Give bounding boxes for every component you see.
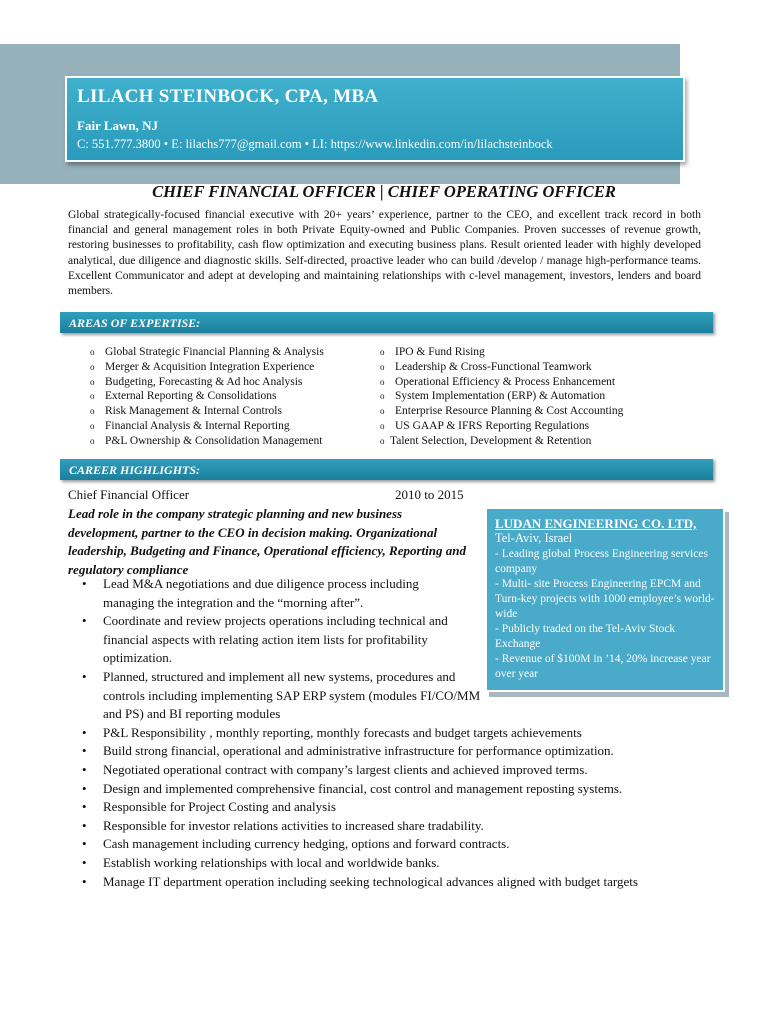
job-title: Chief Financial Officer bbox=[68, 487, 190, 502]
company-name: LUDAN ENGINEERING CO. LTD, bbox=[495, 516, 697, 531]
expertise-item: o P&L Ownership & Consolidation Management bbox=[90, 434, 323, 447]
expertise-left-list bbox=[90, 345, 324, 449]
company-info-box bbox=[485, 507, 725, 692]
company-fact: - Publicly traded on the Tel-Aviv Stock Exchange bbox=[495, 623, 676, 650]
career-bullet: • Responsible for Project Costing and analysis bbox=[82, 799, 336, 815]
company-fact: - Multi- site Process Engineering EPCM and Turn-key projects with 1000 employee’s world-wide bbox=[495, 578, 715, 620]
career-bullet: • Manage IT department operation including seeking technological advances aligned with budget targets bbox=[82, 873, 638, 889]
expertise-item: o Merger & Acquisition Integration Experience bbox=[90, 360, 315, 373]
expertise-item: o IPO & Fund Rising bbox=[380, 346, 485, 358]
expertise-item: o Financial Analysis & Internal Reporting bbox=[90, 419, 290, 432]
header-box bbox=[65, 76, 685, 162]
expertise-heading: AREAS OF EXPERTISE: bbox=[60, 311, 713, 333]
career-bullet: • Establish working relationships with local and worldwide banks. bbox=[82, 854, 440, 870]
contact-line: C: 551.777.3800 • E: lilachs777@gmail.com • LI: https://www.linkedin.com/in/lilachsteinbock bbox=[77, 137, 553, 151]
expertise-item: o Risk Management & Internal Controls bbox=[90, 405, 282, 418]
candidate-name: LILACH STEINBOCK, CPA, MBA bbox=[77, 86, 379, 107]
expertise-right-list bbox=[380, 345, 623, 449]
company-location: Tel-Aviv, Israel bbox=[495, 531, 573, 545]
company-fact: - Leading global Process Engineering services company bbox=[495, 548, 709, 575]
expertise-item: o Global Strategic Financial Planning & Analysis bbox=[90, 346, 324, 358]
expertise-item: o Operational Efficiency & Process Enhancement bbox=[380, 375, 616, 388]
expertise-item: o System Implementation (ERP) & Automation bbox=[380, 390, 606, 403]
expertise-item: o Leadership & Cross-Functional Teamwork bbox=[380, 360, 592, 373]
expertise-item: o Budgeting, Forecasting & Ad hoc Analysis bbox=[90, 375, 303, 388]
career-bullet: • P&L Responsibility , monthly reporting, monthly forecasts and budget targets achievements bbox=[82, 724, 582, 740]
career-bullet: • Negotiated operational contract with company’s largest clients and achieved improved terms. bbox=[82, 761, 588, 777]
career-bullet: • Responsible for investor relations activities to increased share tradability. bbox=[82, 817, 484, 833]
role-summary: Lead role in the company strategic planning and new business development, partner to the CEO in decision making. Organizational leadership, Budgeting and Finance, Operational efficiency, Reporting and regulatory compliance bbox=[68, 506, 466, 577]
expertise-item: o External Reporting & Consolidations bbox=[90, 390, 277, 403]
career-bullet: • Lead M&A negotiations and due diligence process including managing the integration and the “morning after”. bbox=[82, 576, 419, 610]
job-dates: 2010 to 2015 bbox=[395, 487, 464, 502]
summary-paragraph: Global strategically-focused financial executive with 20+ years’ experience, partner to the CEO, and excellent track record in both financial and general management roles in both Private Equity-owned and Public Companies. Proven successes of revenue growth, restoring businesses to profitability, cash flow optimization and executing business plans. Result oriented leader with highly developed analytical, due diligence and diagnostic skills. Self-directed, proactive leader who can build /develop / manage high-performance teams. Excellent Communicator and adept at developing and maintaining relationships with c-level management, investors, lenders and board members. bbox=[68, 209, 701, 298]
career-bullet: • Build strong financial, operational and administrative infrastructure for performance optimization. bbox=[82, 743, 614, 759]
career-heading: CAREER HIGHLIGHTS: bbox=[60, 458, 713, 480]
career-bullet: • Cash management including currency hedging, options and forward contracts. bbox=[82, 836, 510, 852]
resume-title: CHIEF FINANCIAL OFFICER | CHIEF OPERATING OFFICER bbox=[152, 182, 616, 201]
career-bullet: • Coordinate and review projects operations including technical and financial aspects with relating action item lists for profitability optimization. bbox=[82, 613, 448, 666]
company-fact: - Revenue of $100M in ’14, 20% increase year over year bbox=[495, 653, 711, 680]
expertise-item: o US GAAP & IFRS Reporting Regulations bbox=[380, 419, 590, 432]
candidate-location: Fair Lawn, NJ bbox=[77, 118, 159, 133]
career-bullet: • Design and implemented comprehensive financial, cost control and management reposting systems. bbox=[82, 780, 623, 796]
career-bullet: • Planned, structured and implement all new systems, procedures and controls including implementing SAP ERP system (modules FI/CO/MM and PS) and BI reporting modules bbox=[82, 668, 481, 722]
expertise-item: o Talent Selection, Development & Retention bbox=[380, 434, 592, 447]
expertise-item: o Enterprise Resource Planning & Cost Accounting bbox=[380, 405, 624, 418]
